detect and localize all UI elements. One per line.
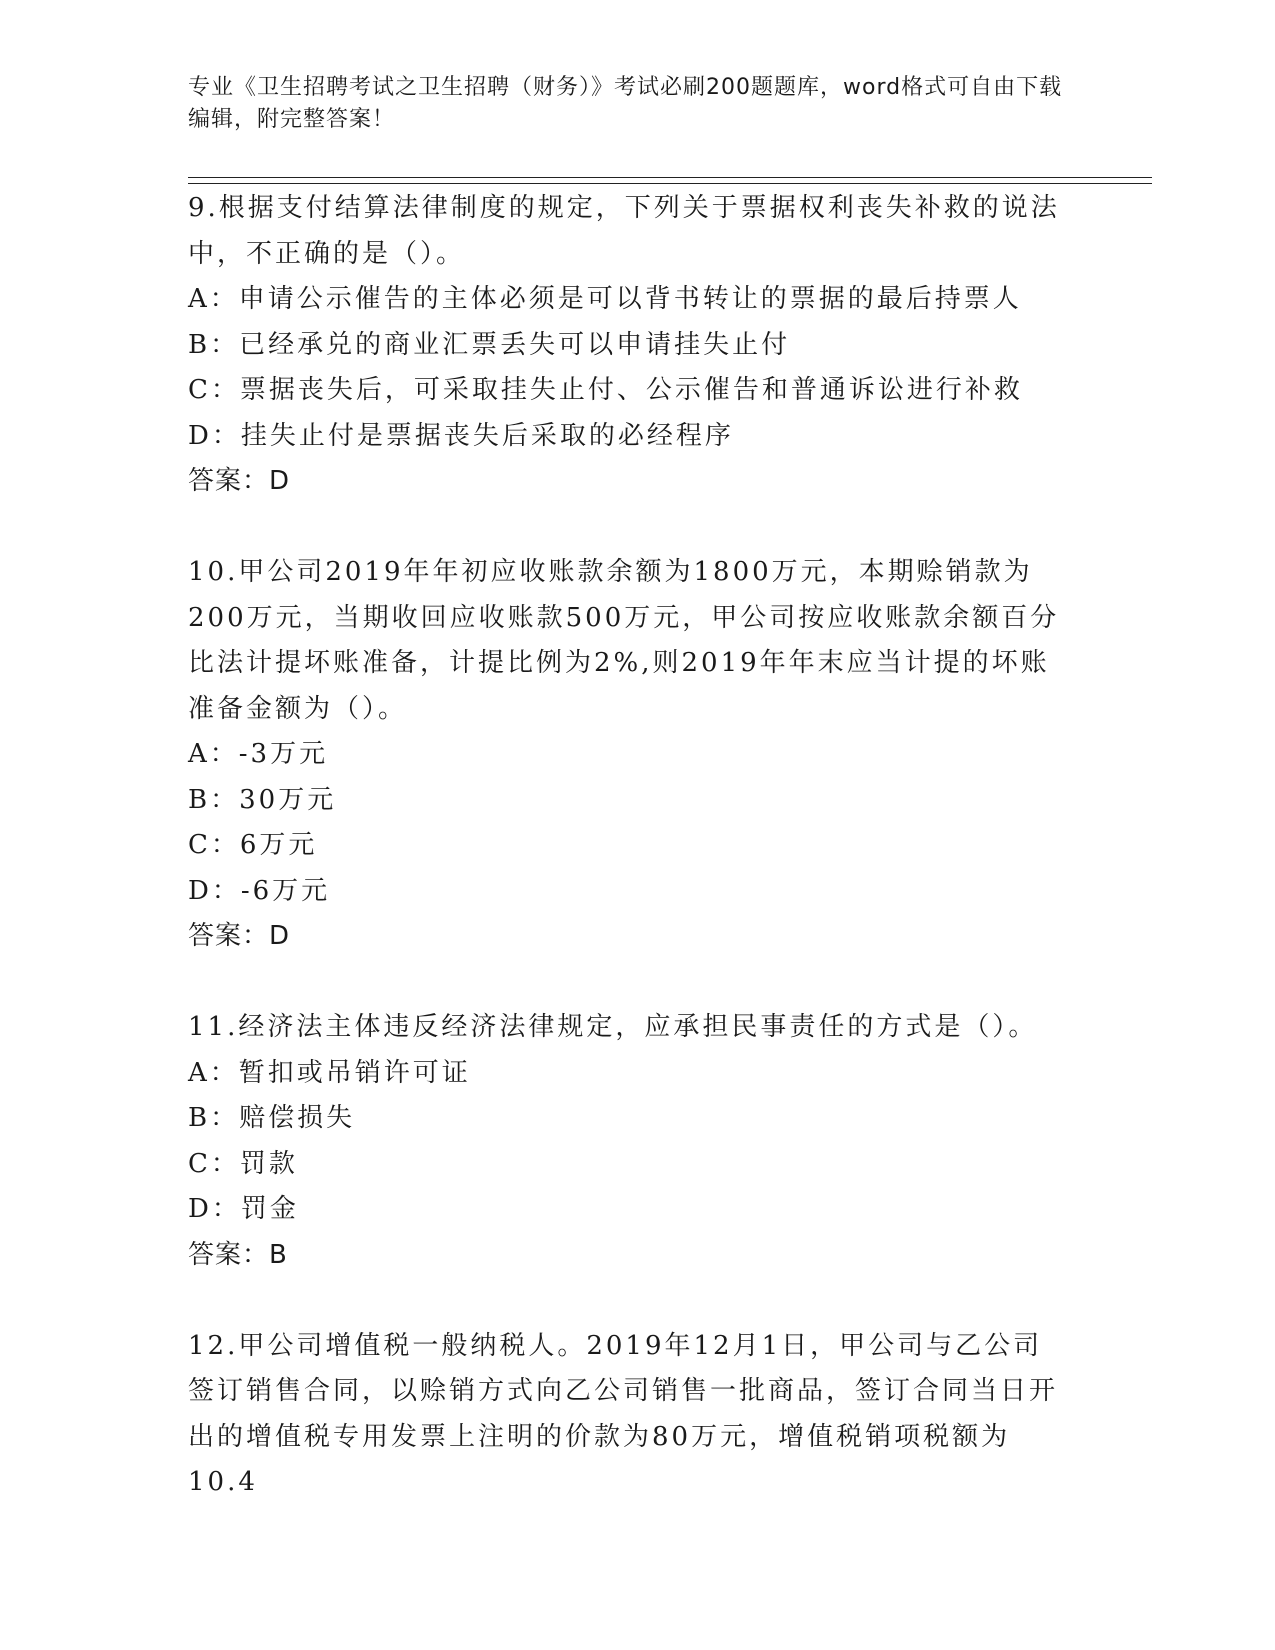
question-10 bbox=[188, 550, 1068, 960]
option-d: D：挂失止付是票据丧失后采取的必经程序 bbox=[188, 420, 734, 451]
option-c: C：罚款 bbox=[188, 1148, 298, 1179]
question-12 bbox=[188, 1324, 1068, 1506]
option-d: D：罚金 bbox=[188, 1194, 299, 1224]
answer-line: 答案：D bbox=[188, 921, 291, 951]
question-11 bbox=[188, 1005, 1068, 1278]
option-c: C：票据丧失后，可采取挂失止付、公示催告和普通诉讼进行补救 bbox=[188, 375, 1023, 405]
option-a: A：-3万元 bbox=[188, 739, 329, 769]
question-9 bbox=[188, 186, 1068, 505]
question-stem: 11.经济法主体违反经济法律规定，应承担民事责任的方式是（）。 bbox=[188, 1012, 1038, 1042]
header-divider-top bbox=[188, 177, 1152, 178]
question-spacer bbox=[188, 1278, 1068, 1324]
header-divider-bottom bbox=[188, 183, 1152, 184]
option-b: B：已经承兑的商业汇票丢失可以申请挂失止付 bbox=[188, 329, 791, 360]
question-stem: 9.根据支付结算法律制度的规定，下列关于票据权利丧失补救的说法中，不正确的是（）。 bbox=[188, 193, 1060, 269]
option-d: D：-6万元 bbox=[188, 875, 331, 906]
document-header: 专业《卫生招聘考试之卫生招聘（财务）》考试必刷200题题库，word格式可自由下载编辑，附完整答案！ bbox=[188, 75, 1063, 132]
answer-line: 答案：B bbox=[188, 1239, 288, 1270]
question-stem: 12.甲公司增值税一般纳税人。2019年12月1日，甲公司与乙公司签订销售合同，以赊销方式向乙公司销售一批商品，签订合同当日开出的增值税专用发票上注明的价款为80万元，增值税销项税额为10.4 bbox=[188, 1330, 1059, 1497]
option-b: B：赔偿损失 bbox=[188, 1103, 356, 1133]
question-list bbox=[188, 186, 1068, 1506]
option-a: A：暂扣或吊销许可证 bbox=[188, 1057, 471, 1088]
option-a: A：申请公示催告的主体必须是可以背书转让的票据的最后持票人 bbox=[188, 284, 1022, 314]
question-spacer bbox=[188, 960, 1068, 1006]
option-b: B：30万元 bbox=[188, 784, 337, 815]
question-spacer bbox=[188, 505, 1068, 551]
question-stem: 10.甲公司2019年年初应收账款余额为1800万元，本期赊销款为200万元，当期收回应收账款500万元，甲公司按应收账款余额百分比法计提坏账准备，计提比例为2%,则2019年年末应当计提的坏账准备金额为（）。 bbox=[188, 557, 1060, 724]
answer-line: 答案：D bbox=[188, 466, 291, 496]
option-c: C：6万元 bbox=[188, 830, 318, 860]
